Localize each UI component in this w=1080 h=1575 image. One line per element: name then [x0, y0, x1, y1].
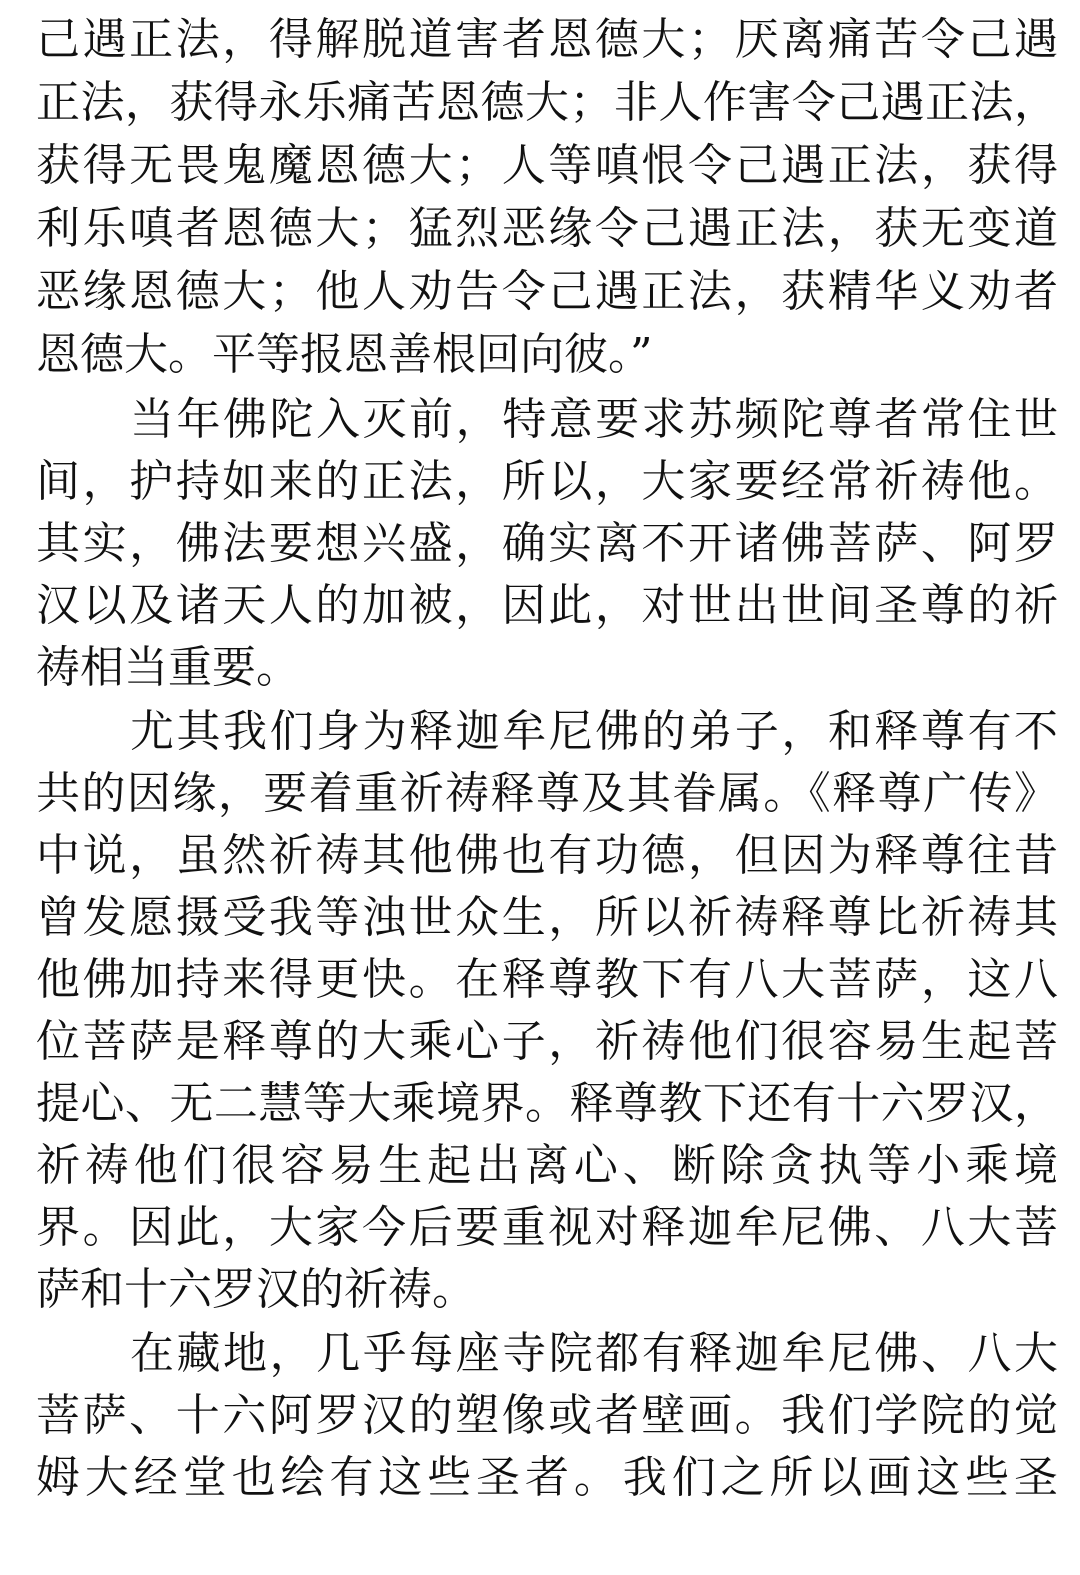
text-line: 位菩萨是释尊的大乘心子，祈祷他们很容易生起菩: [36, 1016, 1058, 1067]
text-line: 中说，虽然祈祷其他佛也有功德，但因为释尊往昔: [36, 830, 1058, 881]
text-line: 获得无畏鬼魔恩德大；人等嗔恨令己遇正法，获得: [36, 140, 1058, 191]
text-line: 萨和十六罗汉的祈祷。: [36, 1264, 476, 1315]
text-line: 利乐嗔者恩德大；猛烈恶缘令己遇正法，获无变道: [36, 203, 1058, 254]
text-line: 恩德大。平等报恩善根回向彼。”: [36, 329, 653, 380]
text-line: 提心、无二慧等大乘境界。释尊教下还有十六罗汉，: [36, 1078, 1058, 1129]
text-line: 祷相当重要。: [36, 642, 300, 693]
text-line: 恶缘恩德大；他人劝告令己遇正法，获精华义劝者: [36, 266, 1058, 317]
text-line: 汉以及诸天人的加被，因此，对世出世间圣尊的祈: [36, 580, 1058, 631]
text-line: 正法，获得永乐痛苦恩德大；非人作害令己遇正法，: [36, 77, 1058, 128]
text-line: 其实，佛法要想兴盛，确实离不开诸佛菩萨、阿罗: [36, 518, 1058, 569]
text-line: 姆大经堂也绘有这些圣者。我们之所以画这些圣: [36, 1452, 1058, 1503]
text-line: 间，护持如来的正法，所以，大家要经常祈祷他。: [36, 456, 1058, 507]
text-line: 他佛加持来得更快。在释尊教下有八大菩萨，这八: [36, 954, 1058, 1005]
paragraph-first-line: 尤其我们身为释迦牟尼佛的弟子，和释尊有不: [130, 706, 1058, 757]
text-line: 界。因此，大家今后要重视对释迦牟尼佛、八大菩: [36, 1202, 1058, 1253]
text-line: 己遇正法，得解脱道害者恩德大；厌离痛苦令己遇: [36, 14, 1058, 65]
paragraph-first-line: 当年佛陀入灭前，特意要求苏频陀尊者常住世: [130, 394, 1058, 445]
text-line: 菩萨、十六阿罗汉的塑像或者壁画。我们学院的觉: [36, 1390, 1058, 1441]
text-line: 祈祷他们很容易生起出离心、断除贪执等小乘境: [36, 1140, 1058, 1191]
text-line: 共的因缘，要着重祈祷释尊及其眷属。《释尊广传》: [36, 768, 1058, 819]
paragraph-first-line: 在藏地，几乎每座寺院都有释迦牟尼佛、八大: [130, 1328, 1058, 1379]
text-line: 曾发愿摄受我等浊世众生，所以祈祷释尊比祈祷其: [36, 892, 1058, 943]
